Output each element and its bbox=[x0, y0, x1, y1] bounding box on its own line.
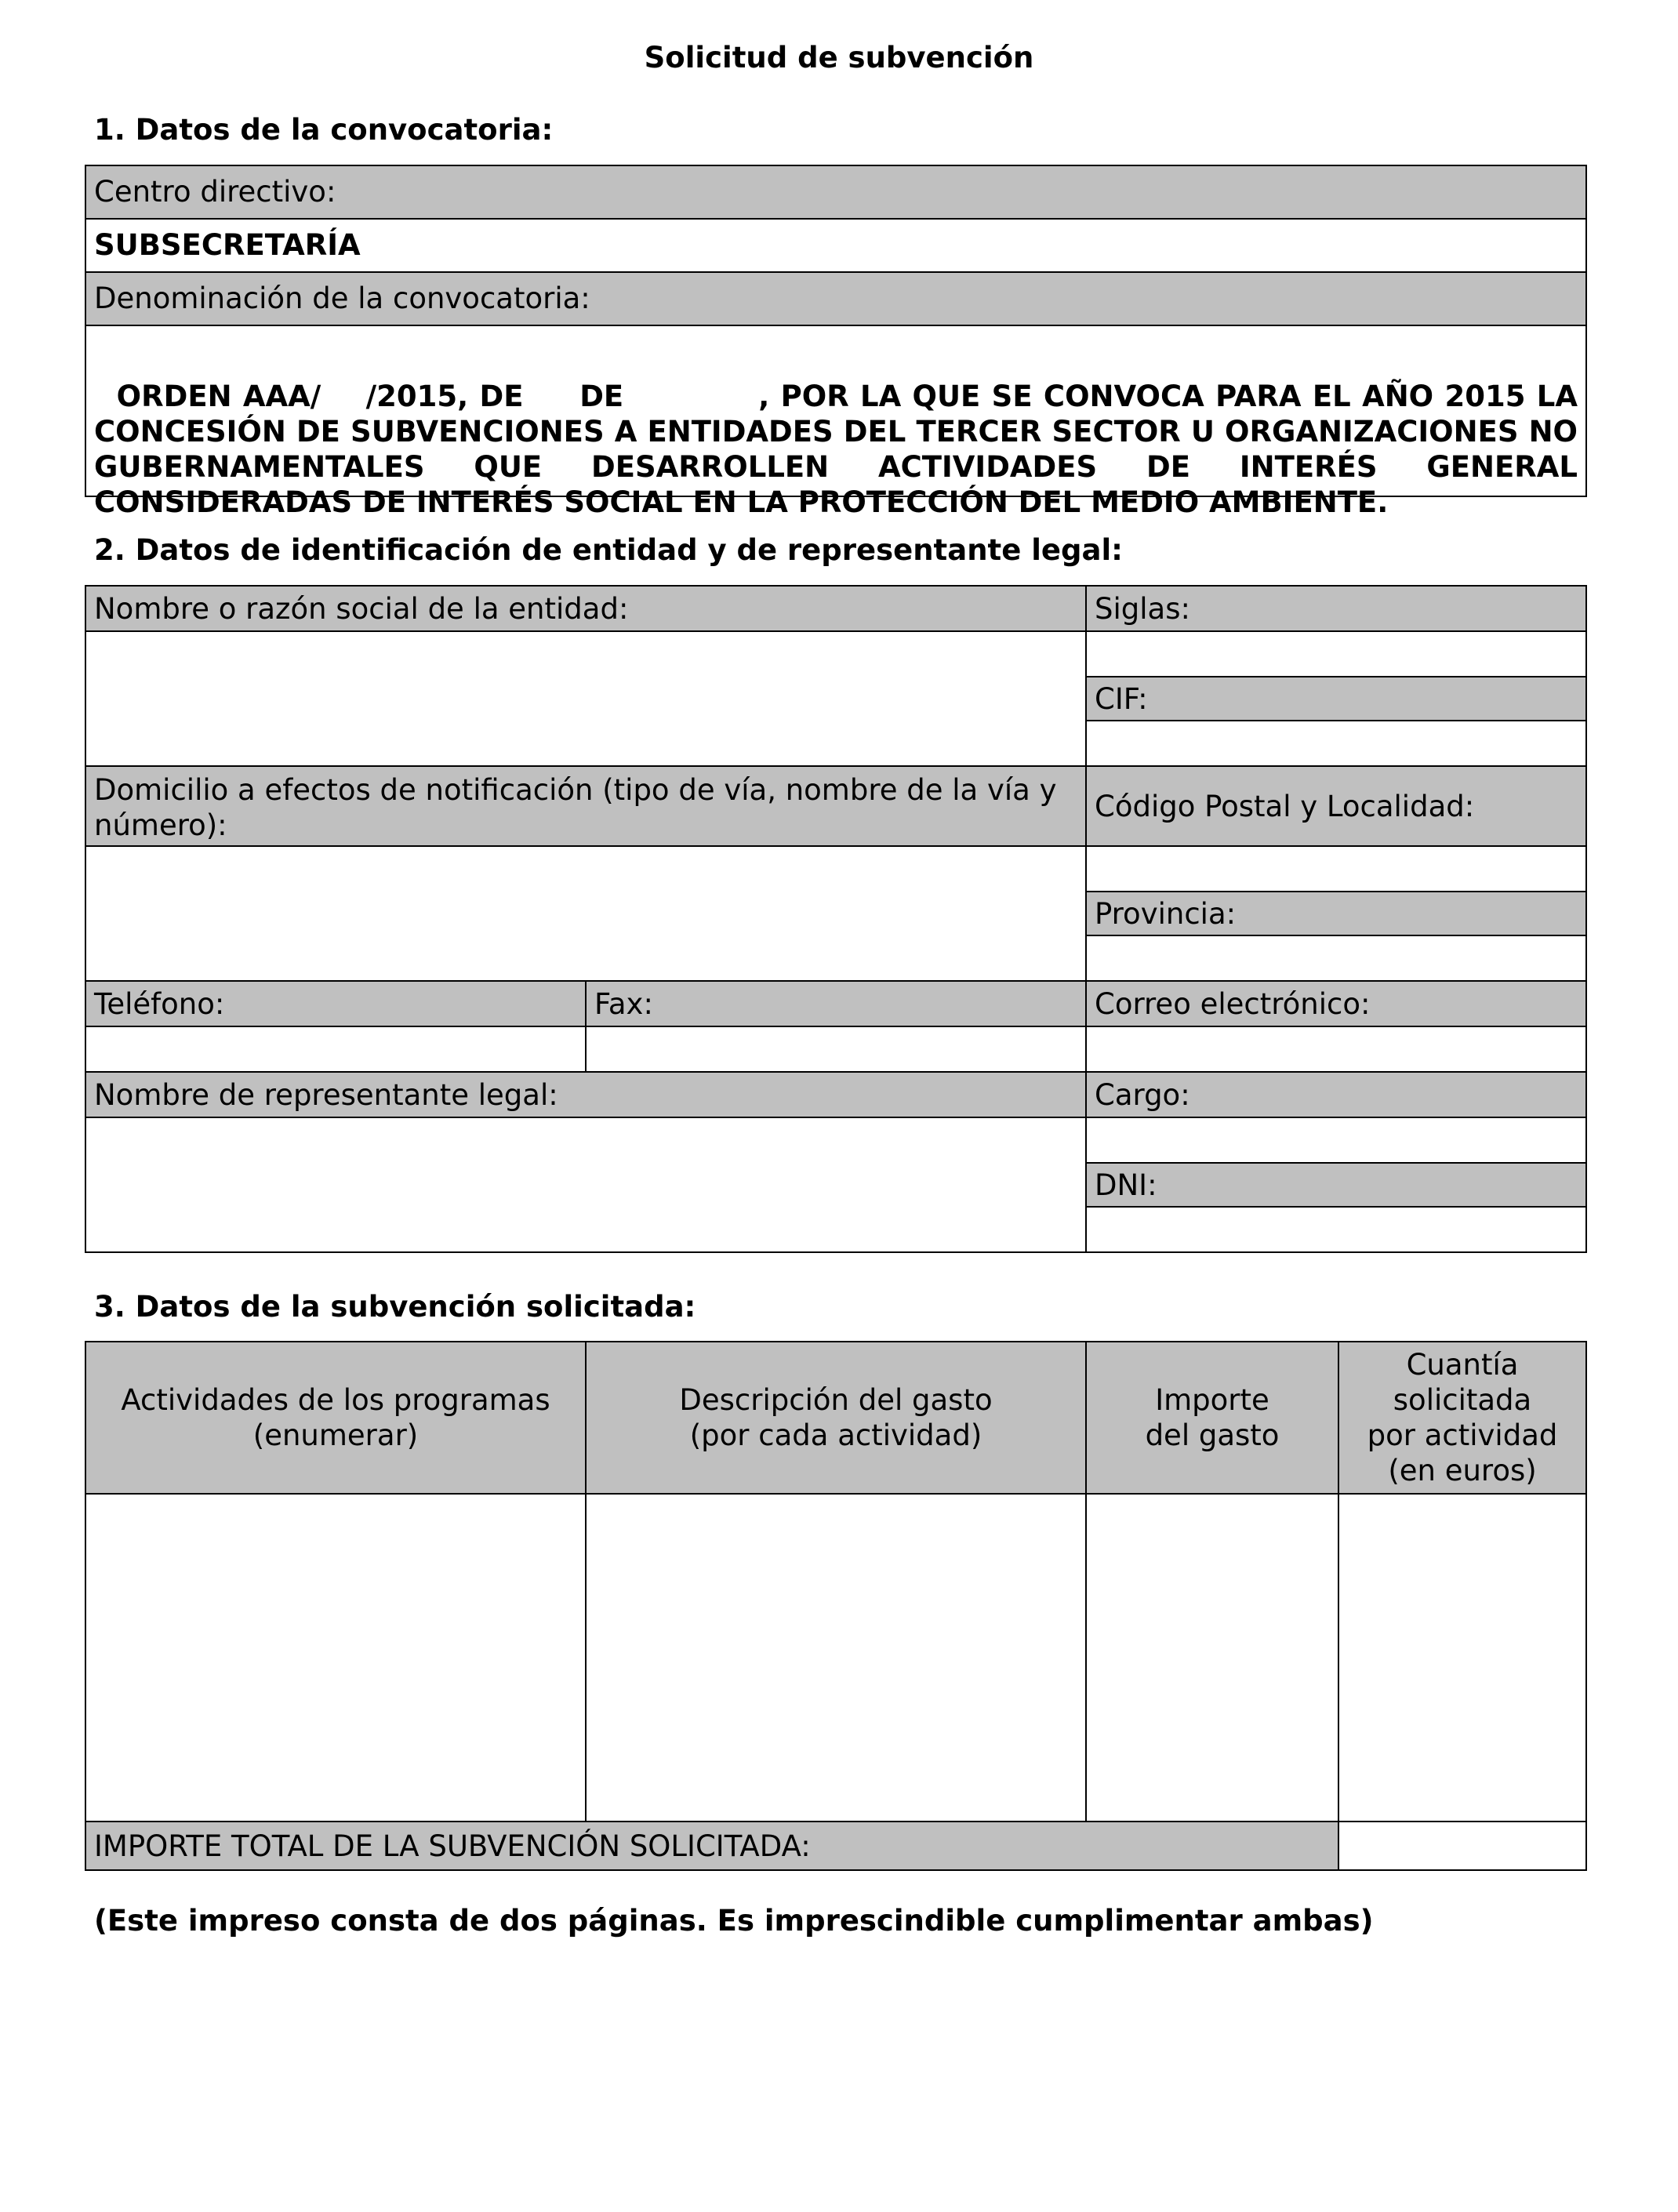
descripcion-header bbox=[585, 1341, 1087, 1495]
importe-input[interactable] bbox=[1085, 1493, 1339, 1822]
page-title: Solicitud de subvención bbox=[644, 41, 1034, 74]
cif-input[interactable] bbox=[1085, 720, 1587, 767]
actividades-header-line-1: Actividades de los programas bbox=[121, 1383, 550, 1417]
descripcion-input[interactable] bbox=[585, 1493, 1087, 1822]
correo-label: Correo electrónico: bbox=[1095, 987, 1371, 1021]
nombre-entidad-label-cell bbox=[85, 585, 1087, 632]
cuantia-header bbox=[1338, 1341, 1587, 1495]
domicilio-label-cell bbox=[85, 765, 1087, 847]
dni-label-cell bbox=[1085, 1162, 1587, 1208]
telefono-label: Teléfono: bbox=[94, 987, 225, 1021]
section-3-heading: 3. Datos de la subvención solicitada: bbox=[94, 1290, 696, 1324]
nombre-entidad-input[interactable] bbox=[85, 630, 1087, 767]
codigo-postal-input[interactable] bbox=[1085, 845, 1587, 892]
cif-label-cell bbox=[1085, 676, 1587, 721]
importe-total-label-cell bbox=[85, 1821, 1339, 1871]
cargo-label: Cargo: bbox=[1095, 1078, 1190, 1112]
domicilio-label: Domicilio a efectos de notificación (tipo de vía, nombre de la vía y número): bbox=[94, 773, 1057, 842]
footer-note: (Este impreso consta de dos páginas. Es imprescindible cumplimentar ambas) bbox=[94, 1904, 1374, 1938]
cuantia-header-line-1: Cuantía bbox=[1406, 1348, 1519, 1382]
importe-header bbox=[1085, 1341, 1339, 1495]
actividades-input[interactable] bbox=[85, 1493, 587, 1822]
section-2-heading: 2. Datos de identificación de entidad y de representante legal: bbox=[94, 533, 1123, 567]
codigo-postal-label-cell bbox=[1085, 765, 1587, 847]
centro-directivo-value-cell bbox=[85, 218, 1587, 273]
denominacion-value-cell bbox=[85, 325, 1588, 519]
siglas-input[interactable] bbox=[1085, 630, 1587, 677]
importe-header-line-2: del gasto bbox=[1145, 1418, 1280, 1452]
section-1-heading: 1. Datos de la convocatoria: bbox=[94, 113, 554, 147]
correo-label-cell bbox=[1085, 980, 1587, 1027]
cuantia-input[interactable] bbox=[1338, 1493, 1587, 1822]
representante-label: Nombre de representante legal: bbox=[94, 1078, 558, 1112]
descripcion-header-line-1: Descripción del gasto bbox=[679, 1383, 993, 1417]
correo-input[interactable] bbox=[1085, 1026, 1587, 1073]
importe-header-line-1: Importe bbox=[1155, 1383, 1269, 1417]
provincia-label-cell bbox=[1085, 891, 1587, 936]
denominacion-value: ORDEN AAA/ /2015, DE DE , POR LA QUE SE CONVOCA PARA EL AÑO 2015 LA CONCESIÓN DE SUBVENCIONES A ENTIDADES DEL TERCER SECTOR U ORGANIZACIONES NO GUBERNAMENTALES QUE DESARROLLEN ACTIVIDADES DE INTERÉS GENERAL CONSIDERADAS DE INTERÉS SOCIAL EN LA PROTECCIÓN DEL MEDIO AMBIENTE. bbox=[94, 380, 1588, 519]
descripcion-header-line-2: (por cada actividad) bbox=[689, 1418, 982, 1452]
fax-input[interactable] bbox=[585, 1026, 1087, 1073]
representante-input[interactable] bbox=[85, 1117, 1087, 1253]
centro-directivo-label-cell bbox=[85, 165, 1587, 220]
codigo-postal-label: Código Postal y Localidad: bbox=[1095, 789, 1475, 823]
provincia-label: Provincia: bbox=[1095, 897, 1237, 931]
representante-label-cell bbox=[85, 1071, 1087, 1118]
fax-label: Fax: bbox=[594, 987, 653, 1021]
cargo-input[interactable] bbox=[1085, 1117, 1587, 1164]
centro-directivo-value: SUBSECRETARÍA bbox=[94, 228, 361, 262]
nombre-entidad-label: Nombre o razón social de la entidad: bbox=[94, 592, 629, 626]
actividades-header bbox=[85, 1341, 587, 1495]
dni-input[interactable] bbox=[1085, 1206, 1587, 1253]
cuantia-header-line-4: (en euros) bbox=[1388, 1454, 1537, 1487]
actividades-header-line-2: (enumerar) bbox=[252, 1418, 419, 1452]
centro-directivo-label: Centro directivo: bbox=[94, 175, 336, 209]
siglas-label: Siglas: bbox=[1095, 592, 1190, 626]
domicilio-input[interactable] bbox=[85, 845, 1087, 982]
siglas-label-cell bbox=[1085, 585, 1587, 632]
cif-label: CIF: bbox=[1095, 682, 1148, 716]
importe-total-label: IMPORTE TOTAL DE LA SUBVENCIÓN SOLICITADA: bbox=[94, 1829, 811, 1863]
fax-label-cell bbox=[585, 980, 1087, 1027]
dni-label: DNI: bbox=[1095, 1168, 1157, 1202]
telefono-input[interactable] bbox=[85, 1026, 587, 1073]
cargo-label-cell bbox=[1085, 1071, 1587, 1118]
denominacion-label: Denominación de la convocatoria: bbox=[94, 281, 590, 315]
telefono-label-cell bbox=[85, 980, 587, 1027]
provincia-input[interactable] bbox=[1085, 935, 1587, 982]
cuantia-header-line-2: solicitada bbox=[1393, 1383, 1532, 1417]
cuantia-header-line-3: por actividad bbox=[1367, 1418, 1558, 1452]
importe-total-input[interactable] bbox=[1338, 1821, 1587, 1871]
denominacion-label-cell bbox=[85, 271, 1587, 326]
